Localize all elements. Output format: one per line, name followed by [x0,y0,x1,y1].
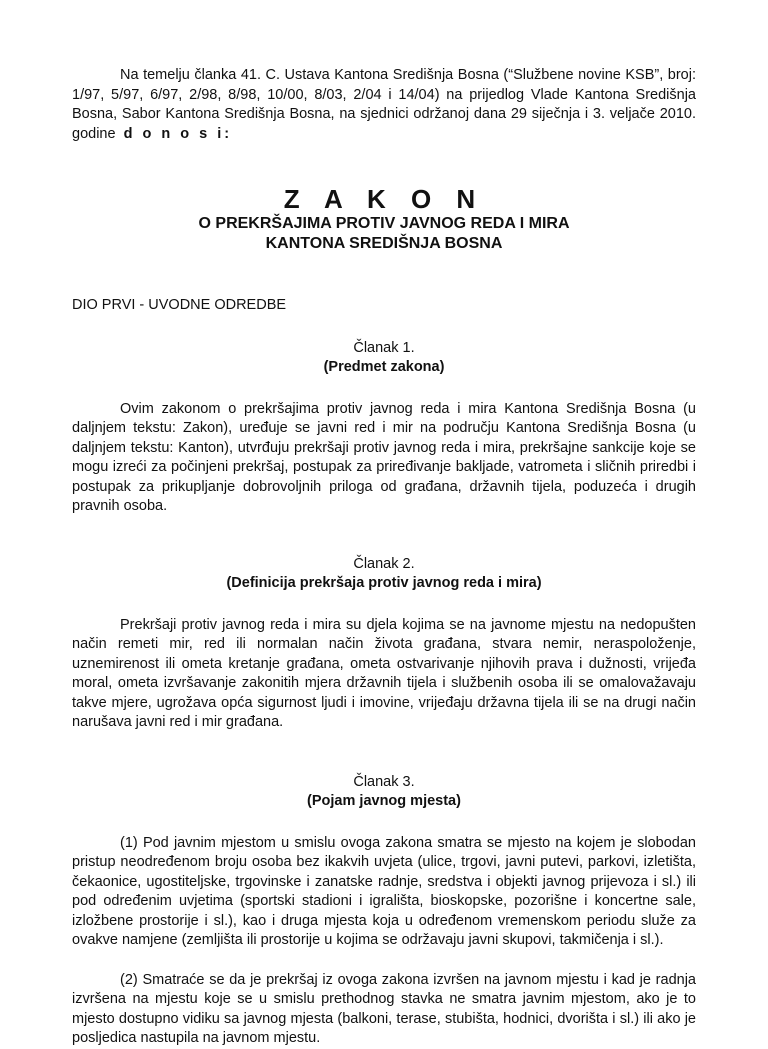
article-1-title: (Predmet zakona) [323,359,445,375]
article-3-paragraph-2: (2) Smatraće se da je prekršaj iz ovoga zakona izvršen na javnom mjestu i kad je radnja izvršena na mjestu koje se u smislu prethodnog stavka ne smatra javnim mjestom, ako je to mjesto dostupno vidiku sa javnog mjesta (balkoni, terase, stubišta, hodnici, dvorišta i sl.) ili ako je posljedica nastupila na javnom mjestu. [72,971,696,1046]
article-1-heading [72,339,696,378]
article-2-heading [72,555,696,594]
article-2-number: Članak 2. [353,555,415,572]
article-3-heading [72,773,696,812]
law-subtitle-line-2: KANTONA SREDIŠNJA BOSNA [265,235,503,252]
article-1-paragraph-1: Ovim zakonom o prekršajima protiv javnog reda i mira Kantona Središnja Bosna (u daljnjem tekstu: Zakon), uređuje se javni red i mir na području Kantona Središnja Bosna (u daljnjem tekstu: Kanton), utvrđuju prekršaji protiv javnog reda i mira, prekršajne sankcije koje se mogu izreći za počinjeni prekršaj, postupak za priređivanje baklјade, vatrometa i sličnih priredbi i postupak za prikupljanje dobrovoljnih priloga od građana, državnih tijela, poduzeća i drugih pravnih osoba. [72,400,696,514]
intro-paragraph [72,66,696,144]
donosi-keyword: d o n o s i: [123,125,233,142]
article-2-title: (Definicija prekršaja protiv javnog reda i mira) [226,575,542,591]
article-2-paragraph-1: Prekršaji protiv javnog reda i mira su djela kojima se na javnome mjestu na nedopušten način remeti mir, red ili normalan način života građana, stvara nemir, neraspoloženje, uznemirenost ili ometa kretanje građana, ometa ostvarivanje njihovih prava i dužnosti, vrijeđa moral, ometa izvršavanje zakonitih mjera državnih tijela i službenih osoba ili se omalovažavaju takve mjere, ugrožava opća sigurnost ljudi i imovine, vrijeđaju državna tijela ili se na drugi način narušava javni red i mir građana. [72,616,696,730]
article-3-title: (Pojam javnog mjesta) [307,793,461,809]
article-1-number: Članak 1. [353,339,415,356]
part-heading: DIO PRVI - UVODNE ODREDBE [72,297,287,313]
document-page [72,66,696,1049]
article-3-number: Članak 3. [353,773,415,790]
law-subtitle-line-1: O PREKRŠAJIMA PROTIV JAVNOG REDA I MIRA [198,215,570,232]
law-title-block [72,184,696,254]
law-title: Z A K O N [283,184,485,214]
intro-text: Na temelju članka 41. C. Ustava Kantona Središnja Bosna (“Službene novine KSB”, broj: 1/97, 5/97, 6/97, 2/98, 8/98, 10/00, 8/03, 2/04 i 14/04) na prijedlog Vlade Kantona Središnja Bosna, Sabor Kantona Središnja Bosna, na sjednici održanoj dana 29 siječnja i 3. veljače 2010. godine [72,67,696,142]
article-3-paragraph-1: (1) Pod javnim mjestom u smislu ovoga zakona smatra se mjesto na kojem je slobodan pristup neodređenom broju osoba bez ikakvih uvjeta (ulice, trgovi, javni putevi, parkovi, izletišta, čekaonice, ugostiteljske, trgovinske i zanatske radnje, sredstva i objekti javnog prijevoza i sl.) ili pod određenim uvjetima (sportski stadioni i igrališta, bioskopske, pozorišne i koncertne sale, izložbene prostorije i sl.), kao i druga mjesta koja u određenom vremenskom periodu služe za ovakve namjene (zemljišta ili prostorije u kojima se održavaju javni skupovi, takmičenja i sl.). [72,834,696,948]
